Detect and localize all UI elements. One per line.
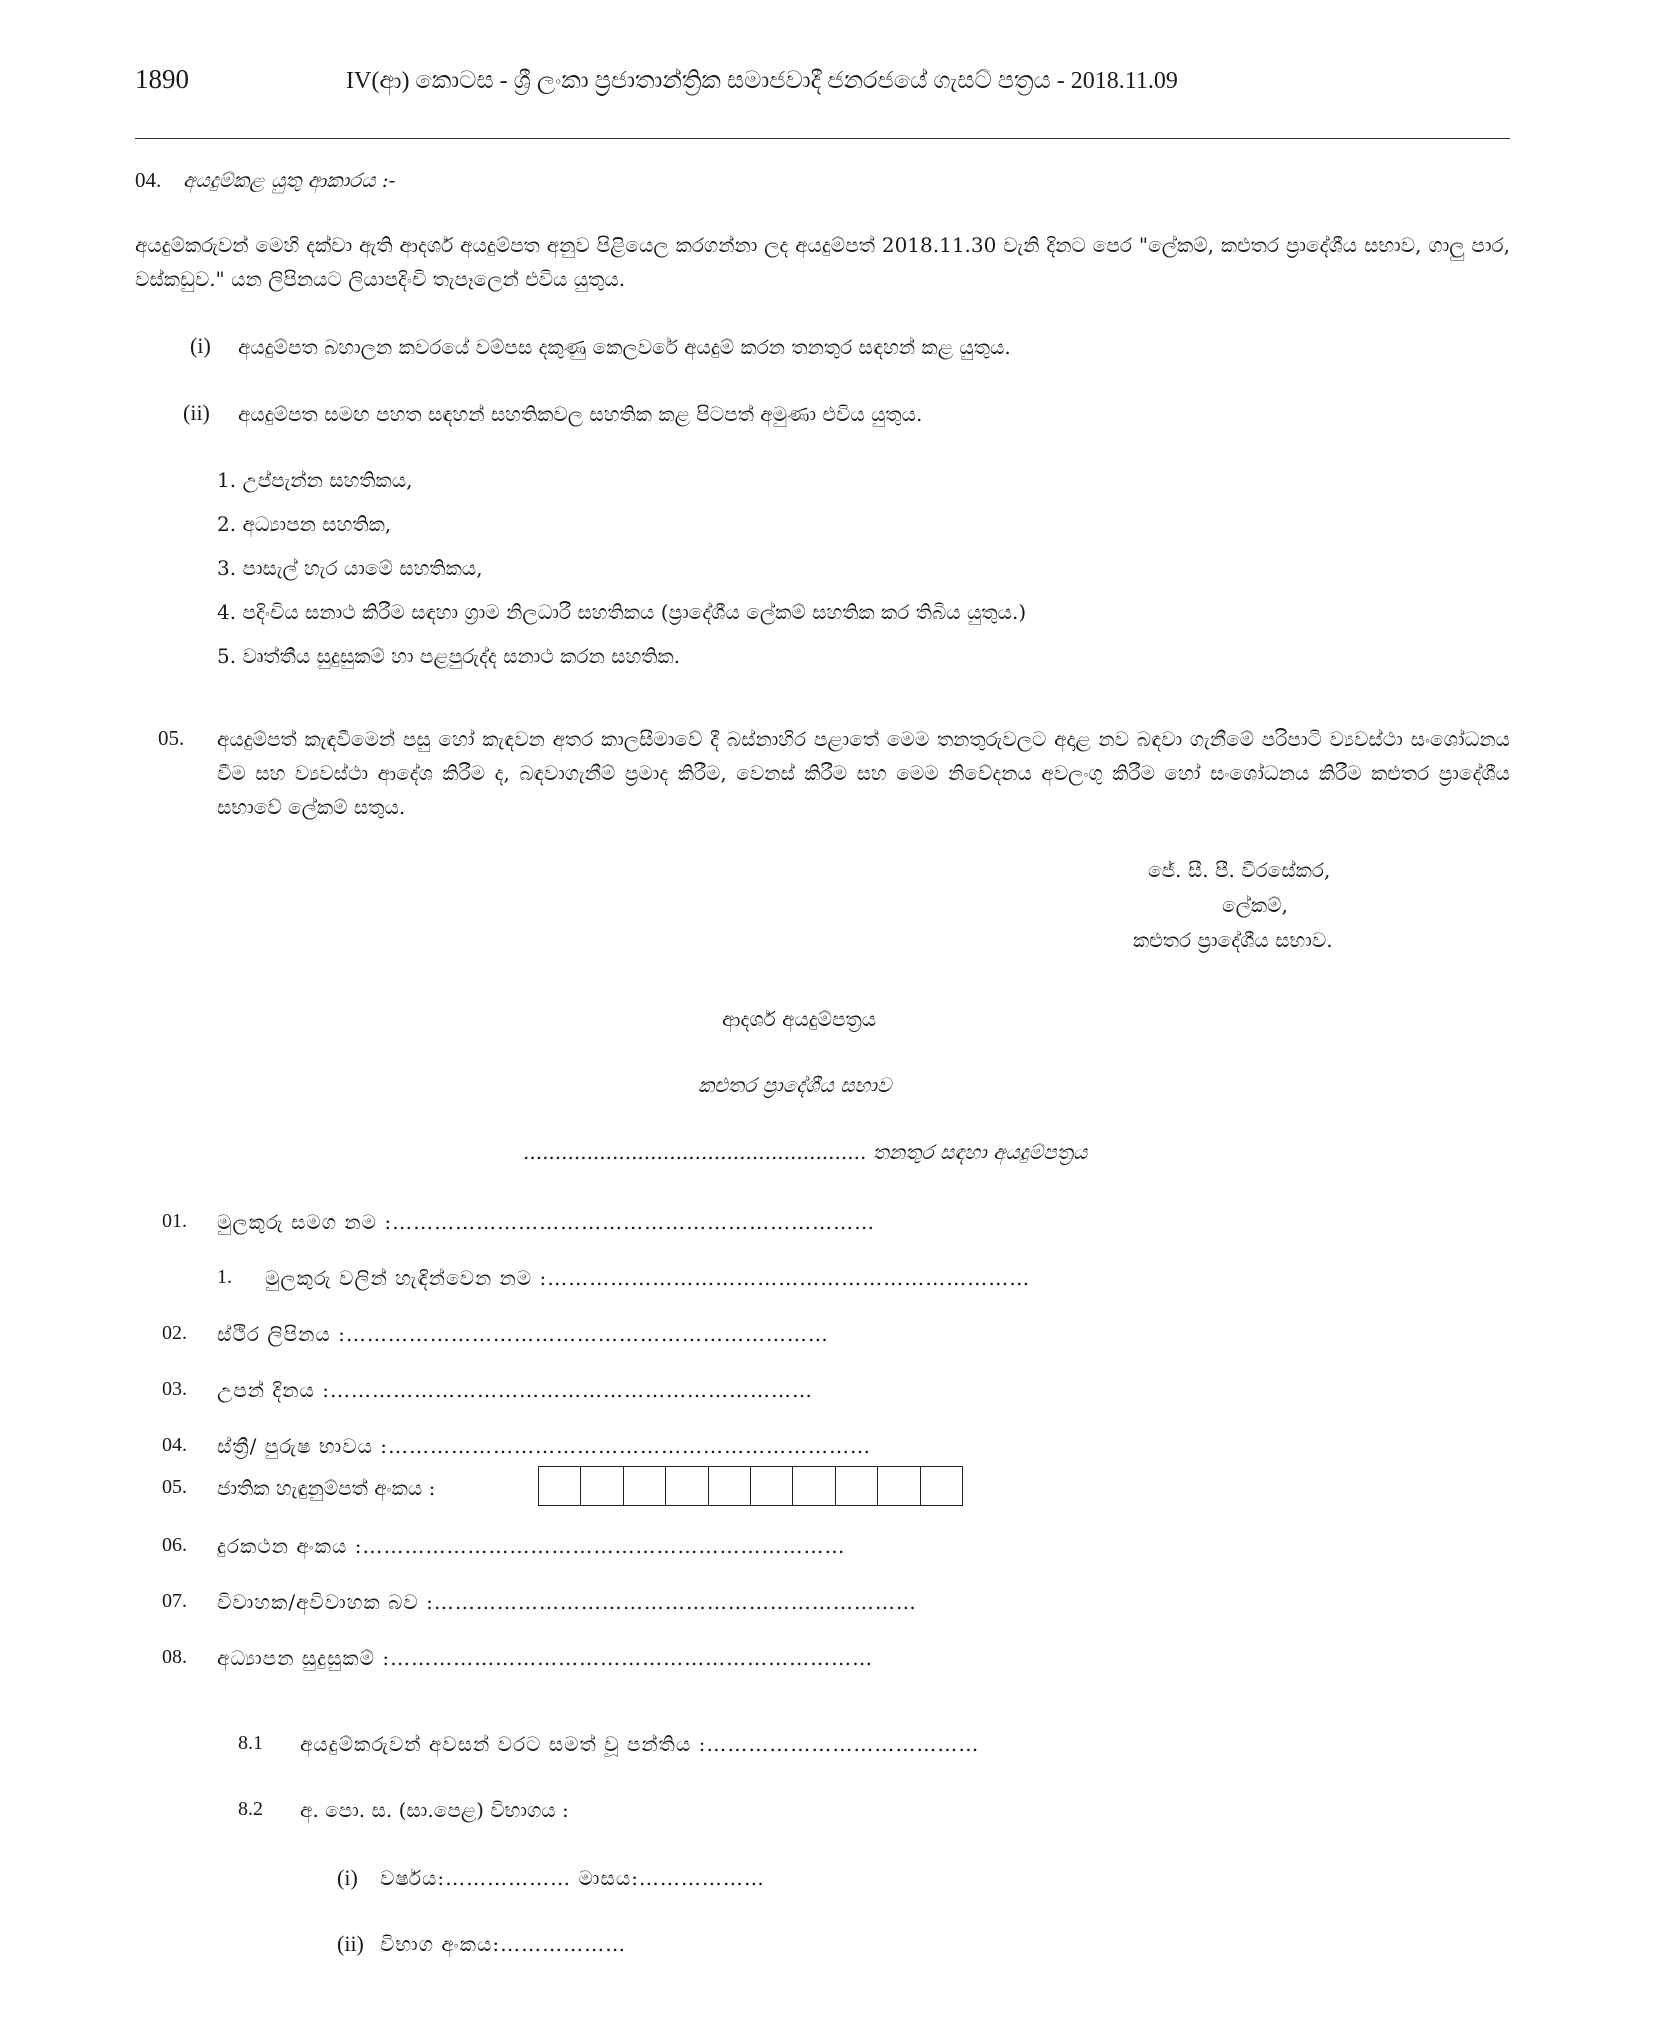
field-number: (ii) [337,1931,364,1956]
nic-digit-box[interactable] [539,1467,581,1505]
item-ii-text: අයදුම්පත සමඟ පහත සඳහන් සහතිකවල සහතික කළ පිටපත් අමුණා එවිය යුතුය. [238,402,923,426]
certificate-item: 4. පදිංචිය සනාථ කිරීම සඳහා ග්‍රාම නිලධාරී සහතිකය (ප්‍රාදේශීය ලේකම් සහතික කර තිබිය යුතුය.) [217,600,1027,624]
certificate-item: 3. පාසැල් හැර යාමේ සහතිකය, [217,556,483,580]
field-number: 03. [162,1378,187,1400]
nic-digit-box[interactable] [921,1467,962,1505]
field-number: 06. [162,1534,187,1556]
nic-digit-box[interactable] [666,1467,708,1505]
field-number: 04. [162,1434,187,1456]
field-gender: ස්ත්‍රී/ පුරුෂ භාවය :…………………………………………………………… [217,1434,872,1458]
field-number: 01. [162,1210,187,1232]
form-post-line: ...................................................... තනතුර සඳහා අයදුම්පත්‍රය [523,1140,1088,1164]
signatory-name: ජේ. සී. පී. වීරසේකර, [1148,858,1331,882]
nic-number-boxes[interactable] [538,1466,963,1506]
field-name-by-initials: මුලකුරු වලින් හැඳින්වෙන නම :…………………………………………………………… [265,1266,1031,1290]
certificate-item: 2. අධ්‍යාපන සහතික, [217,512,392,536]
field-permanent-address: ස්ථිර ලිපිනය :…………………………………………………………… [217,1322,829,1346]
nic-digit-box[interactable] [836,1467,878,1505]
field-full-name: මුලකුරු සමග නම :…………………………………………………………… [217,1210,876,1234]
gazette-header-title: IV(ආ) කොටස - ශ්‍රී ලංකා ප්‍රජාතාන්ත්‍රික සමාජවාදී ජනරජයේ ගැසට් පත්‍රය - 2018.11.09 [346,68,1178,94]
field-number: 08. [162,1646,187,1668]
field-number: (i) [337,1865,358,1890]
section-05-number: 05. [158,726,185,750]
signatory-office: කළුතර ප්‍රාදේශීය සභාව. [1133,928,1333,952]
certificate-item: 5. වෘත්තීය සුදුසුකම් හා පළපුරුද්ද සනාථ කරන සහතික. [217,644,681,668]
nic-digit-box[interactable] [709,1467,751,1505]
field-number: 1. [217,1266,232,1288]
field-nic-number-label: ජාතික හැඳුනුම්පත් අංකය : [217,1476,436,1500]
field-educational-qualifications: අධ්‍යාපන සුදුසුකම් :…………………………………………………………… [217,1646,874,1670]
field-number: 8.1 [238,1732,263,1754]
page-number: 1890 [135,64,189,94]
nic-digit-box[interactable] [878,1467,920,1505]
field-exam-year-month: වර්ෂය:……………… මාසය:……………… [380,1866,765,1890]
field-marital-status: විවාහක/අවිවාහක බව :…………………………………………………………… [217,1590,917,1614]
section-04-number: 04. [135,168,162,192]
field-number: 07. [162,1590,187,1612]
field-number: 8.2 [238,1798,263,1820]
field-number: 02. [162,1322,187,1344]
nic-digit-box[interactable] [624,1467,666,1505]
nic-digit-box[interactable] [751,1467,793,1505]
section-04-heading: අයදුම්කළ යුතු ආකාරය :- [183,168,396,192]
signatory-role: ලේකම්, [1222,893,1288,917]
item-i-text: අයදුම්පත බහාලන කවරයේ වම්පස දකුණු කෙලවරේ අයදුම් කරන තනතුර සඳහන් කළ යුතුය. [238,335,1011,359]
nic-digit-box[interactable] [581,1467,623,1505]
certificate-item: 1. උප්පැන්න සහතිකය, [217,468,413,492]
header-divider [135,138,1510,139]
form-title: ආදර්ශ අයදුම්පත්‍රය [722,1007,877,1031]
field-gce-ol-exam: අ. පො. ස. (සා.පෙළ) විභාගය : [300,1798,569,1822]
item-i-number: (i) [190,333,211,358]
field-last-grade-passed: අයදුම්කරුවන් අවසන් වරට සමත් වූ පන්තිය :………………………………… [300,1732,980,1756]
field-number: 05. [162,1476,187,1498]
item-ii-number: (ii) [183,400,210,425]
form-subtitle: කළුතර ප්‍රාදේශීය සභාව [698,1073,892,1097]
field-date-of-birth: උපන් දිනය :…………………………………………………………… [217,1378,813,1402]
section-04-paragraph: අයදුම්කරුවන් මෙහි දක්වා ඇති ආදර්ශ අයදුම්පත අනුව පිළියෙල කරගන්නා ලද අයදුම්පත් 2018.11.30 වැනි දිනට පෙර "ලේකම්, කළුතර ප්‍රාදේශීය සභාව, ගාලු පාර, වස්කඩුව." යන ලිපිනයට ලියාපදිංචි තැපෑලෙන් එවිය යුතුය. [135,233,1510,291]
field-telephone: දුරකථන අංකය :…………………………………………………………… [217,1534,846,1558]
section-05-paragraph: අයදුම්පත් කැඳවීමෙන් පසු හෝ කැඳවන අතර කාලසීමාවේ දී බස්නාහිර පළාතේ මෙම තනතුරුවලට අදාළ නව බඳවා ගැනීමේ පරිපාටි ව්‍යවස්ථා සංශෝධනය වීම සහ ව්‍යවස්ථා ආදේශ කිරීම ද, බඳවාගැනීම් ප්‍රමාද කිරීම, වෙනස් කිරීම සහ මෙම නිවේදනය අවලංගු කිරීම හෝ සංශෝධනය කිරීම කළුතර ප්‍රාදේශීය සභාවේ ලේකම් සතුය. [217,727,1510,819]
nic-digit-box[interactable] [793,1467,835,1505]
field-exam-index-number: විභාග අංකය:……………… [380,1932,627,1956]
